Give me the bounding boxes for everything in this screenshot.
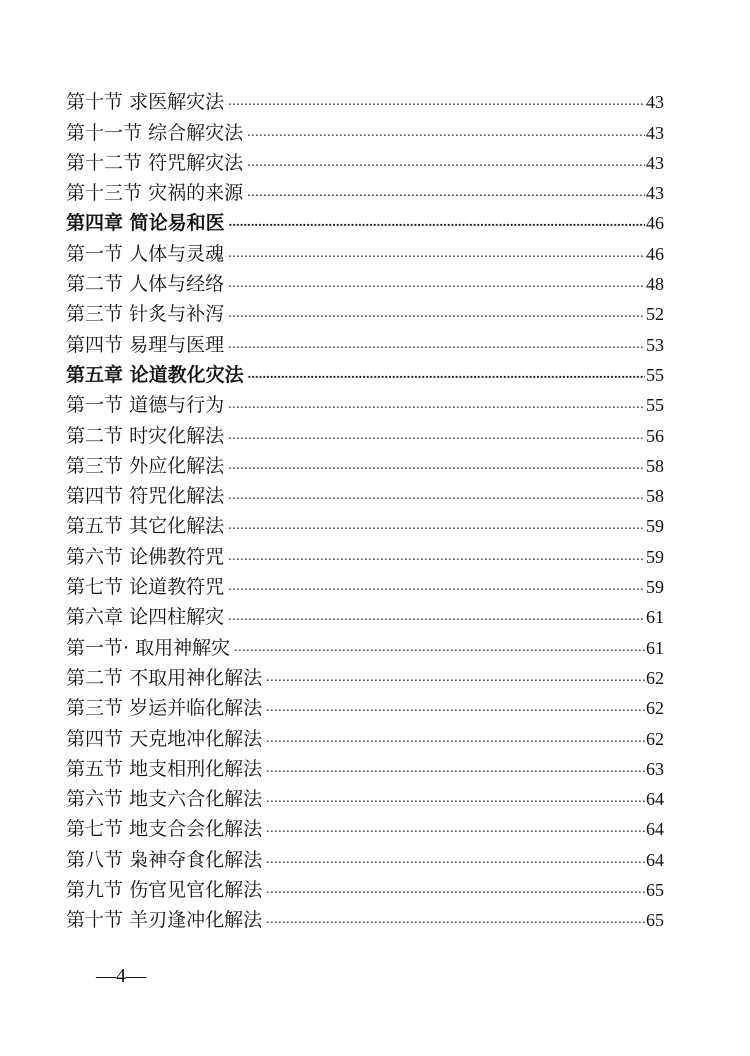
toc-section-title: 外应化解法 — [129, 454, 225, 477]
dot-leader — [228, 455, 645, 477]
toc-entry-label — [66, 425, 228, 447]
toc-section-number: 第六节 — [66, 545, 124, 568]
toc-entry — [66, 840, 664, 870]
toc-section-title: 时灾化解法 — [129, 424, 225, 447]
toc-section-title: 羊刃逢冲化解法 — [129, 909, 263, 932]
toc-entry — [66, 325, 664, 355]
toc-section-title: 枭神夺食化解法 — [129, 848, 263, 871]
toc-section-number: 第十一节 — [66, 121, 143, 144]
toc-entry — [66, 568, 664, 598]
dot-leader — [228, 515, 645, 537]
dot-leader — [247, 122, 645, 144]
toc-entry-label — [66, 879, 266, 901]
toc-section-number: 第三节 — [66, 697, 124, 720]
toc-section-number: 第六节 — [66, 788, 124, 811]
toc-section-number: 第四章 — [66, 212, 124, 235]
dot-leader — [266, 849, 645, 871]
page-number-footer: —4— — [96, 965, 146, 987]
toc-entry-label — [66, 303, 228, 325]
toc-page-number: 65 — [646, 880, 664, 901]
toc-entry-label — [66, 243, 228, 265]
toc-entry — [66, 628, 664, 658]
toc-section-title: 地支相刑化解法 — [129, 757, 263, 780]
toc-entry-label — [66, 606, 228, 628]
toc-section-title: 人体与经络 — [129, 273, 225, 296]
dot-leader — [228, 273, 645, 295]
dot-leader — [248, 364, 645, 386]
toc-entry — [66, 174, 664, 204]
toc-entry-label — [66, 546, 228, 568]
dot-leader — [228, 303, 645, 325]
toc-section-title: 论四柱解灾 — [129, 606, 225, 629]
toc-entry — [66, 537, 664, 567]
toc-page-number: 64 — [646, 849, 664, 870]
dot-leader — [228, 485, 645, 507]
toc-page-number: 55 — [646, 364, 664, 385]
toc-page-number: 59 — [646, 577, 664, 598]
toc-section-number: 第一节· — [66, 636, 130, 659]
toc-entry-label — [66, 485, 228, 507]
toc-page-number: 61 — [646, 607, 664, 628]
toc-section-title: 符咒化解法 — [129, 485, 225, 508]
toc-section-title: 其它化解法 — [129, 515, 225, 538]
toc-section-title: 符咒解灾法 — [148, 151, 244, 174]
toc-section-title: 伤官见官化解法 — [129, 879, 263, 902]
toc-page-number: 53 — [646, 334, 664, 355]
toc-section-number: 第五节 — [66, 757, 124, 780]
toc-entry — [66, 507, 664, 537]
table-of-contents — [66, 83, 664, 931]
toc-section-number: 第十二节 — [66, 151, 143, 174]
dot-leader — [266, 758, 645, 780]
toc-entry-label — [66, 697, 266, 719]
toc-page-number: 48 — [646, 274, 664, 295]
toc-entry-label — [66, 182, 247, 204]
toc-section-number: 第七节 — [66, 818, 124, 841]
toc-section-number: 第十三节 — [66, 182, 143, 205]
toc-section-title: 论佛教符咒 — [129, 545, 225, 568]
toc-entry — [66, 356, 664, 386]
toc-section-number: 第四节 — [66, 727, 124, 750]
toc-entry — [66, 416, 664, 446]
dot-leader — [266, 667, 645, 689]
toc-entry — [66, 234, 664, 264]
toc-entry-label — [66, 91, 228, 113]
toc-section-number: 第八节 — [66, 848, 124, 871]
dot-leader — [247, 152, 645, 174]
toc-section-number: 第四节 — [66, 485, 124, 508]
toc-section-number: 第一节 — [66, 394, 124, 417]
toc-section-number: 第十节 — [66, 909, 124, 932]
toc-entry-label — [66, 728, 266, 750]
toc-entry — [66, 83, 664, 113]
dot-leader — [266, 728, 645, 750]
toc-entry — [66, 265, 664, 295]
dot-leader — [266, 909, 645, 931]
toc-page-number: 58 — [646, 455, 664, 476]
toc-page-number: 46 — [646, 213, 664, 234]
toc-entry — [66, 871, 664, 901]
toc-page-number: 65 — [646, 910, 664, 931]
toc-page-number: 62 — [646, 728, 664, 749]
toc-section-title: 岁运并临化解法 — [129, 697, 263, 720]
dot-leader — [247, 182, 645, 204]
toc-page-number: 64 — [646, 789, 664, 810]
toc-entry-label — [66, 818, 266, 840]
toc-section-number: 第三节 — [66, 454, 124, 477]
toc-entry — [66, 447, 664, 477]
dot-leader — [228, 334, 645, 356]
toc-entry-label — [66, 334, 228, 356]
toc-entry-label — [66, 909, 266, 931]
toc-section-number: 第三节 — [66, 303, 124, 326]
toc-section-number: 第六章 — [66, 606, 124, 629]
toc-entry — [66, 295, 664, 325]
dot-leader — [228, 425, 645, 447]
dot-leader — [266, 818, 645, 840]
toc-section-number: 第二节 — [66, 424, 124, 447]
dot-leader — [266, 879, 645, 901]
dot-leader — [229, 212, 645, 234]
toc-entry-label — [66, 152, 247, 174]
toc-entry — [66, 901, 664, 931]
toc-page-number: 63 — [646, 758, 664, 779]
toc-page-number: 43 — [646, 92, 664, 113]
toc-page-number: 58 — [646, 486, 664, 507]
toc-page-number: 56 — [646, 425, 664, 446]
toc-entry-label — [66, 849, 266, 871]
toc-entry — [66, 689, 664, 719]
toc-entry-label — [66, 758, 266, 780]
toc-section-number: 第二节 — [66, 666, 124, 689]
toc-section-number: 第四节 — [66, 333, 124, 356]
toc-section-title: 简论易和医 — [129, 212, 225, 235]
dot-leader — [228, 394, 645, 416]
toc-entry-label — [66, 637, 234, 659]
toc-entry — [66, 659, 664, 689]
toc-entry — [66, 204, 664, 234]
toc-section-title: 灾祸的来源 — [148, 182, 244, 205]
toc-section-number: 第五章 — [66, 363, 124, 386]
dot-leader — [234, 637, 645, 659]
dot-leader — [228, 546, 645, 568]
toc-entry — [66, 386, 664, 416]
toc-entry — [66, 144, 664, 174]
toc-page-number: 59 — [646, 546, 664, 567]
toc-section-title: 论道教符咒 — [129, 576, 225, 599]
dot-leader — [228, 243, 645, 265]
toc-entry-label — [66, 515, 228, 537]
toc-section-number: 第十节 — [66, 91, 124, 114]
toc-section-title: 论道教化灾法 — [129, 363, 244, 386]
dot-leader — [266, 697, 645, 719]
toc-page-number: 43 — [646, 183, 664, 204]
toc-page-number: 52 — [646, 304, 664, 325]
toc-section-title: 天克地冲化解法 — [129, 727, 263, 750]
dot-leader — [228, 606, 645, 628]
toc-section-title: 综合解灾法 — [148, 121, 244, 144]
toc-entry-label — [66, 394, 228, 416]
toc-entry-label — [66, 667, 266, 689]
toc-section-number: 第七节 — [66, 576, 124, 599]
toc-section-title: 地支合会化解法 — [129, 818, 263, 841]
toc-section-title: 人体与灵魂 — [129, 242, 225, 265]
toc-entry-label — [66, 576, 228, 598]
toc-entry-label — [66, 122, 247, 144]
dot-leader — [266, 788, 645, 810]
toc-entry — [66, 780, 664, 810]
toc-page-number: 43 — [646, 152, 664, 173]
toc-section-number: 第五节 — [66, 515, 124, 538]
toc-section-title: 道德与行为 — [129, 394, 225, 417]
toc-entry — [66, 477, 664, 507]
dot-leader — [228, 91, 645, 113]
toc-entry — [66, 750, 664, 780]
toc-entry-label — [66, 273, 228, 295]
toc-page-number: 59 — [646, 516, 664, 537]
toc-section-number: 第一节 — [66, 242, 124, 265]
toc-section-title: 取用神解灾 — [135, 636, 231, 659]
toc-entry-label — [66, 455, 228, 477]
toc-page-number: 64 — [646, 819, 664, 840]
toc-entry — [66, 113, 664, 143]
toc-entry — [66, 598, 664, 628]
toc-section-number: 第二节 — [66, 273, 124, 296]
toc-page-number: 62 — [646, 667, 664, 688]
toc-section-title: 地支六合化解法 — [129, 788, 263, 811]
toc-page-number: 61 — [646, 637, 664, 658]
toc-page-number: 62 — [646, 698, 664, 719]
toc-section-number: 第九节 — [66, 879, 124, 902]
toc-entry-label — [66, 212, 229, 234]
toc-section-title: 针炙与补泻 — [129, 303, 225, 326]
toc-entry — [66, 810, 664, 840]
toc-section-title: 不取用神化解法 — [129, 666, 263, 689]
toc-page-number: 43 — [646, 122, 664, 143]
toc-page-number: 46 — [646, 243, 664, 264]
toc-section-title: 求医解灾法 — [129, 91, 225, 114]
toc-entry-label — [66, 788, 266, 810]
dot-leader — [228, 576, 645, 598]
toc-section-title: 易理与医理 — [129, 333, 225, 356]
toc-page-number: 55 — [646, 395, 664, 416]
toc-entry — [66, 719, 664, 749]
toc-entry-label — [66, 364, 248, 386]
